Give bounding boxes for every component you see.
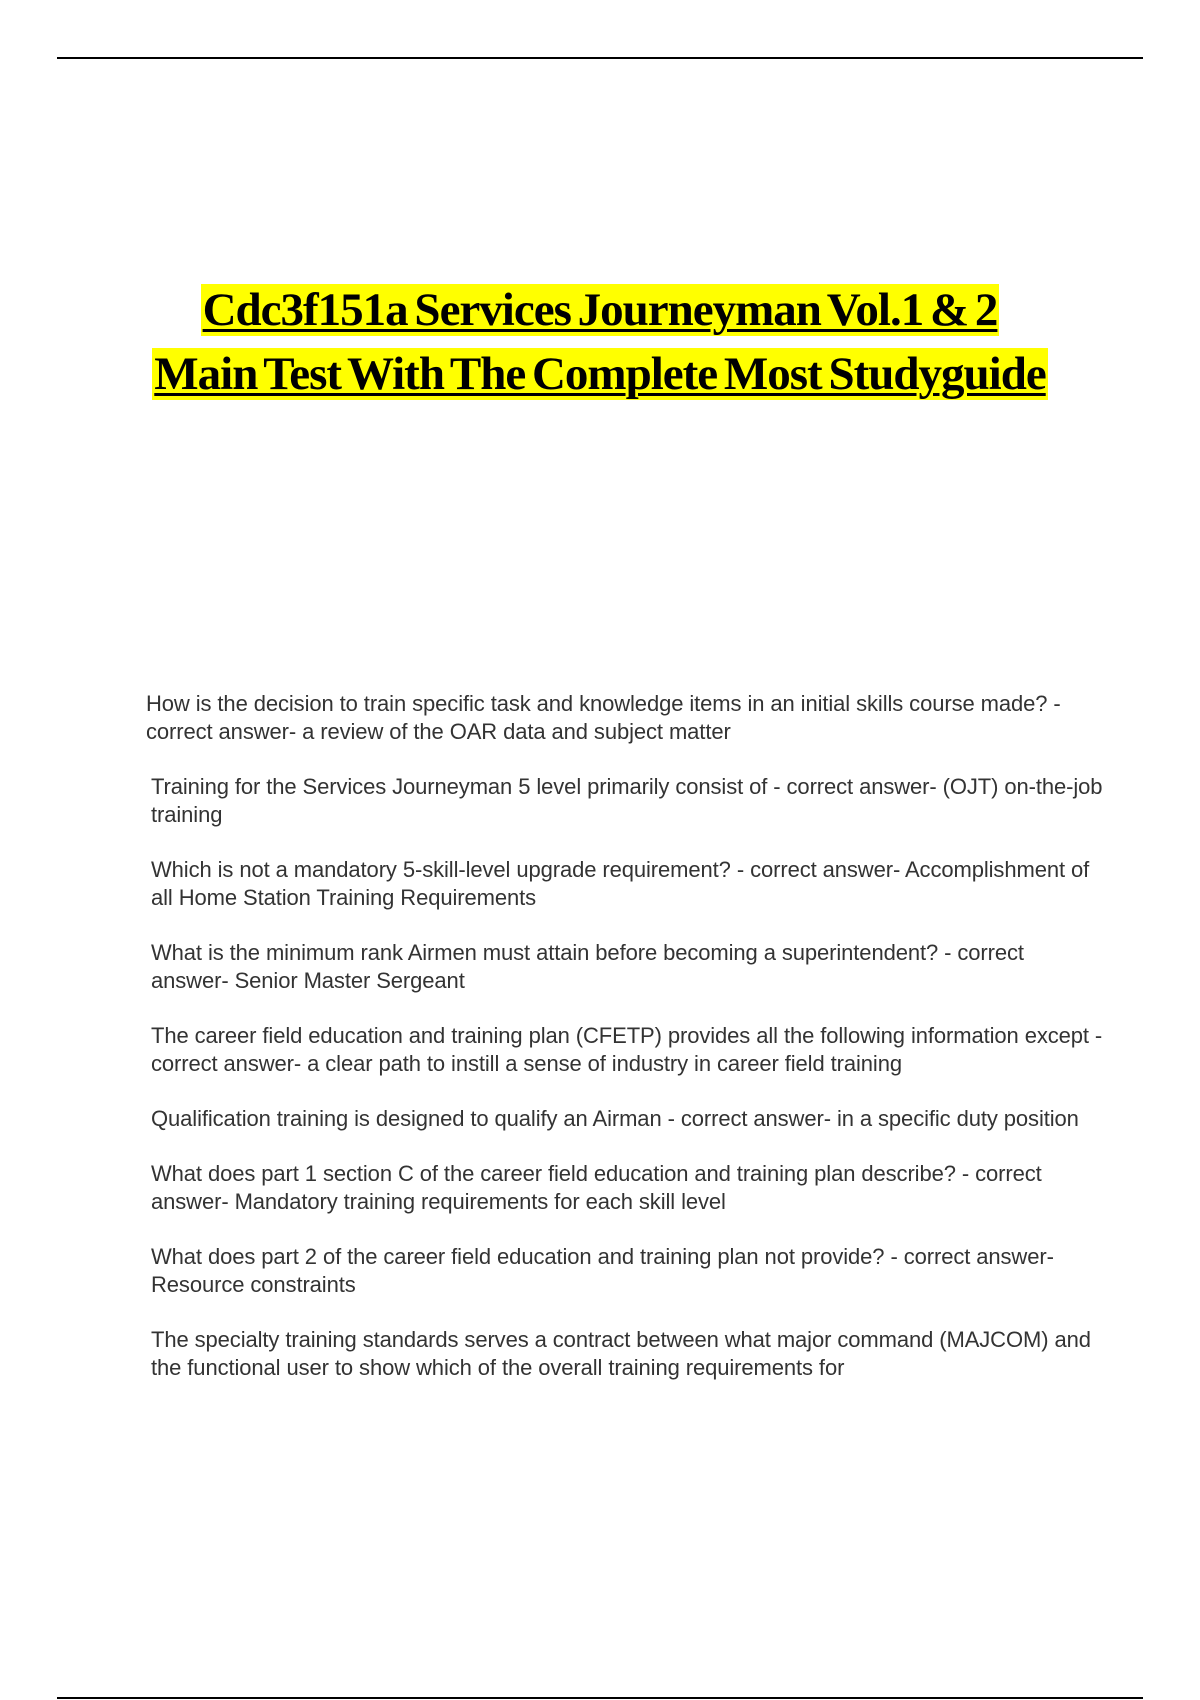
qa-item: [151, 1326, 1106, 1382]
qa-question: The career field education and training plan (CFETP) provides all the following information except: [151, 1023, 1089, 1048]
qa-item: [151, 1022, 1106, 1078]
title-line-2-text: Main Test With The Complete Most Studyguide: [154, 348, 1046, 400]
title-line-1-text: Cdc3f151a Services Journeyman Vol.1 & 2: [202, 284, 998, 336]
qa-item: [151, 773, 1106, 829]
top-rule: [57, 57, 1143, 59]
qa-question: What does part 1 section C of the career field education and training plan describe?: [151, 1161, 956, 1186]
qa-item: [151, 939, 1106, 995]
qa-answer: Mandatory training requirements for each skill level: [234, 1189, 726, 1214]
qa-separator: - correct answer-: [151, 1023, 1103, 1076]
qa-separator: - correct answer-: [767, 774, 943, 799]
qa-separator: - correct answer-: [151, 1161, 1042, 1214]
qa-question: The specialty training standards serves a contract between what major command (MAJCOM) and the functional user to show which of the overall training requirements for: [151, 1327, 1091, 1380]
qa-item: [151, 856, 1106, 912]
qa-question: What is the minimum rank Airmen must attain before becoming a superintendent?: [151, 940, 939, 965]
qa-item: [151, 1105, 1106, 1133]
qa-answer: Resource constraints: [151, 1272, 356, 1297]
qa-answer: a review of the OAR data and subject matter: [302, 719, 731, 744]
bottom-rule: [57, 1697, 1143, 1699]
qa-question: What does part 2 of the career field education and training plan not provide?: [151, 1244, 885, 1269]
qa-answer: a clear path to instill a sense of industry in career field training: [307, 1051, 902, 1076]
document-title: [0, 278, 1200, 406]
title-line-2: [0, 342, 1200, 406]
qa-item: [151, 1160, 1106, 1216]
qa-list: [146, 690, 1106, 1409]
qa-separator: - correct answer-: [884, 1244, 1054, 1269]
qa-answer: Senior Master Sergeant: [234, 968, 465, 993]
title-line-1: [0, 278, 1200, 342]
qa-question: How is the decision to train specific task and knowledge items in an initial skills course made?: [146, 691, 1048, 716]
qa-separator: - correct answer-: [146, 691, 1061, 744]
qa-item: [151, 1243, 1106, 1299]
qa-question: Qualification training is designed to qualify an Airman: [151, 1106, 662, 1131]
qa-question: Training for the Services Journeyman 5 level primarily consist of: [151, 774, 768, 799]
qa-answer: Accomplishment of all Home Station Training Requirements: [151, 857, 1090, 910]
qa-answer: (OJT) on-the-job training: [151, 774, 1103, 827]
qa-separator: - correct answer-: [661, 1106, 837, 1131]
qa-answer: in a specific duty position: [836, 1106, 1079, 1131]
qa-item: [146, 690, 1106, 746]
qa-separator: - correct answer-: [151, 940, 1024, 993]
qa-question: Which is not a mandatory 5-skill-level upgrade requirement?: [151, 857, 731, 882]
qa-separator: - correct answer-: [730, 857, 905, 882]
